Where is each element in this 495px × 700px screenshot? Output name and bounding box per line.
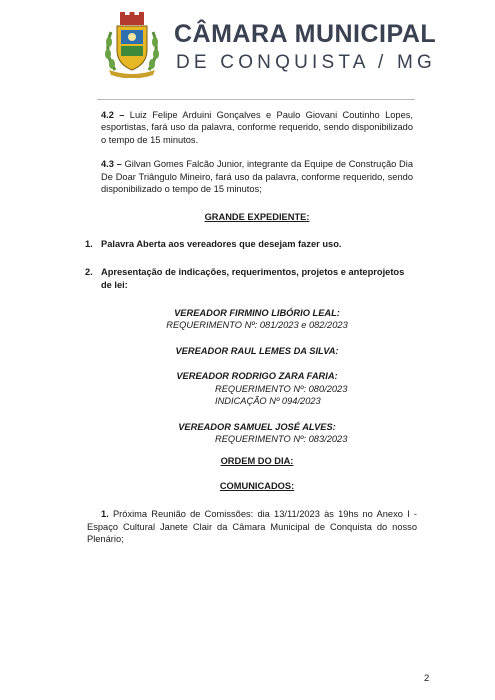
- item-4-2-text: Luiz Felipe Arduini Gonçalves e Paulo Giovani Coutinho Lopes, esportistas, fará uso da palavra, conforme requerido, sendo disponibilizado o tempo de 15 minutos.: [101, 110, 413, 145]
- vereador-document-line: REQUERIMENTO Nº: 083/2023: [215, 433, 348, 444]
- vereador-name: VEREADOR RODRIGO ZARA FARIA:: [176, 371, 338, 382]
- comunicados-heading: COMUNICADOS:: [219, 480, 295, 491]
- comunicado-number: 1.: [101, 509, 109, 520]
- list-item: [85, 266, 413, 291]
- comunicado-text: Próxima Reunião de Comissões: dia 13/11/2023 às 19hs no Anexo I - Espaço Cultural Janete Clair da Câmara Municipal de Conquista do nosso Plenário;: [87, 509, 417, 544]
- list-item: [85, 238, 413, 250]
- item-4-2-paragraph: [101, 109, 413, 146]
- institution-title: CÂMARA MUNICIPAL: [174, 20, 437, 48]
- item-4-3-number: 4.3 –: [101, 159, 122, 170]
- list-item-number: 2.: [85, 267, 93, 278]
- header-divider: [97, 99, 415, 100]
- municipal-crest-logo: [101, 12, 163, 78]
- item-4-3-text: Gilvan Gomes Falcão Junior, integrante da Equipe de Construção Dia De Doar Triângulo Mineiro, fará uso da palavra, conforme requerido, sendo disponibilizado o tempo de 15 minutos;: [101, 159, 413, 195]
- vereador-document-line: REQUERIMENTO Nº: 081/2023 e 082/2023: [166, 320, 348, 331]
- vereador-document-line: INDICAÇÃO Nº 094/2023: [215, 396, 321, 407]
- list-item-number: 1.: [85, 238, 93, 249]
- comunicado-paragraph: [87, 508, 417, 545]
- vereador-name: VEREADOR SAMUEL JOSÉ ALVES:: [178, 421, 336, 432]
- institution-subtitle: DE CONQUISTA / MG: [176, 52, 437, 73]
- grande-expediente-heading: GRANDE EXPEDIENTE:: [204, 212, 310, 223]
- page-number: 2: [424, 673, 430, 684]
- document-body: [85, 109, 417, 545]
- item-4-2-number: 4.2 –: [101, 110, 125, 120]
- vereador-name: VEREADOR RAUL LEMES DA SILVA:: [175, 345, 339, 356]
- ordem-do-dia-heading: ORDEM DO DIA:: [220, 456, 294, 467]
- item-4-3-paragraph: [101, 158, 413, 195]
- vereador-name: VEREADOR FIRMINO LIBÓRIO LEAL:: [174, 308, 340, 319]
- vereador-document-line: REQUERIMENTO Nº: 080/2023: [215, 383, 348, 394]
- list-item-text: Apresentação de indicações, requerimentos, projetos e anteprojetos de lei:: [101, 267, 405, 290]
- list-item-text: Palavra Aberta aos vereadores que desejam fazer uso.: [101, 238, 342, 249]
- page-header: [0, 0, 495, 92]
